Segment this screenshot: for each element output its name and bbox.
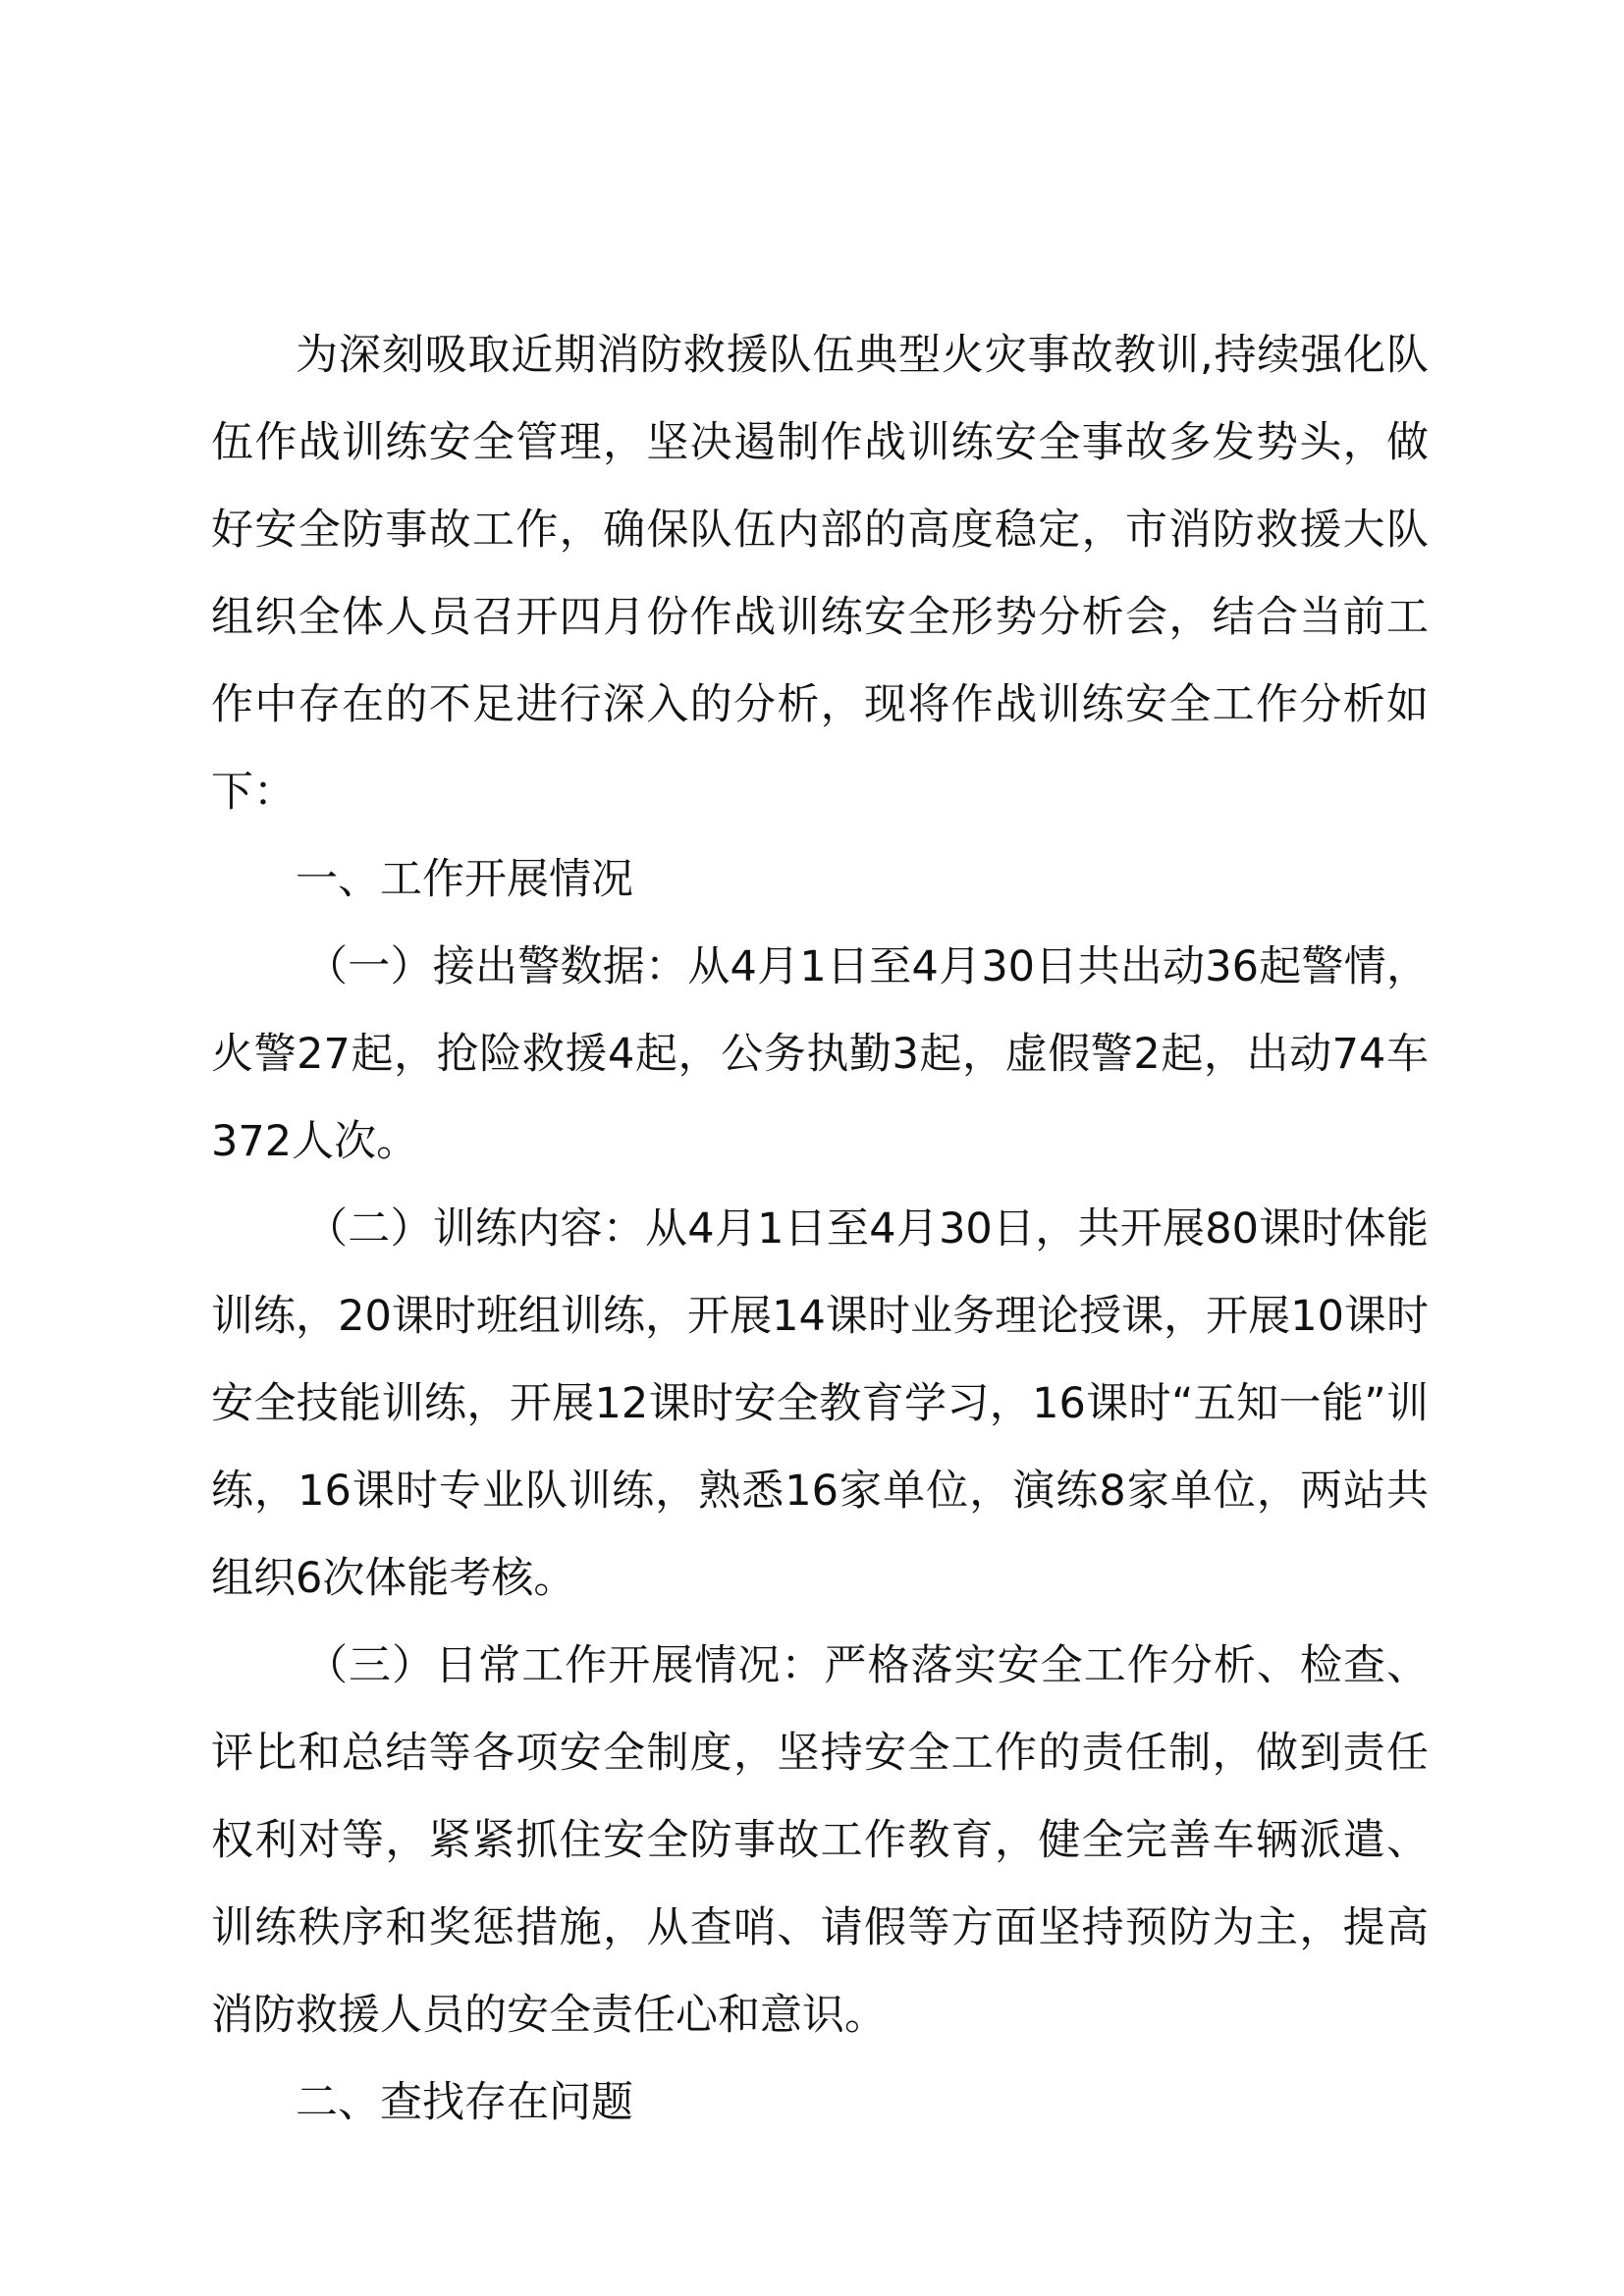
section-heading-problems: 二、查找存在问题 [296, 2078, 633, 2127]
section-heading-work-status: 一、工作开展情况 [296, 855, 633, 904]
paragraph-training-content: （二）训练内容：从4月1日至4月30日，共开展80课时体能训练，20课时班组训练，开展14课时业务理论授课，开展10课时安全技能训练，开展12课时安全教育学习，16课时“五知一能”训练，16课时专业队训练，熟悉16家单位，演练8家单位，两站共组织6次体能考核。 [211, 1204, 1429, 1603]
document-body [211, 312, 1429, 2147]
paragraph-alarm-data: （一）接出警数据：从4月1日至4月30日共出动36起警情，火警27起，抢险救援4起，公务执勤3起，虚假警2起，出动74车372人次。 [211, 942, 1429, 1166]
paragraph-daily-work: （三）日常工作开展情况：严格落实安全工作分析、检查、评比和总结等各项安全制度，坚持安全工作的责任制，做到责任权利对等，紧紧抓住安全防事故工作教育，健全完善车辆派遣、训练秩序和奖惩措施，从查哨、请假等方面坚持预防为主，提高消防救援人员的安全责任心和意识。 [211, 1641, 1429, 2040]
intro-paragraph: 为深刻吸取近期消防救援队伍典型火灾事故教训,持续强化队伍作战训练安全管理，坚决遏制作战训练安全事故多发势头，做好安全防事故工作，确保队伍内部的高度稳定，市消防救援大队组织全体人员召开四月份作战训练安全形势分析会，结合当前工作中存在的不足进行深入的分析，现将作战训练安全工作分析如下： [211, 331, 1429, 817]
